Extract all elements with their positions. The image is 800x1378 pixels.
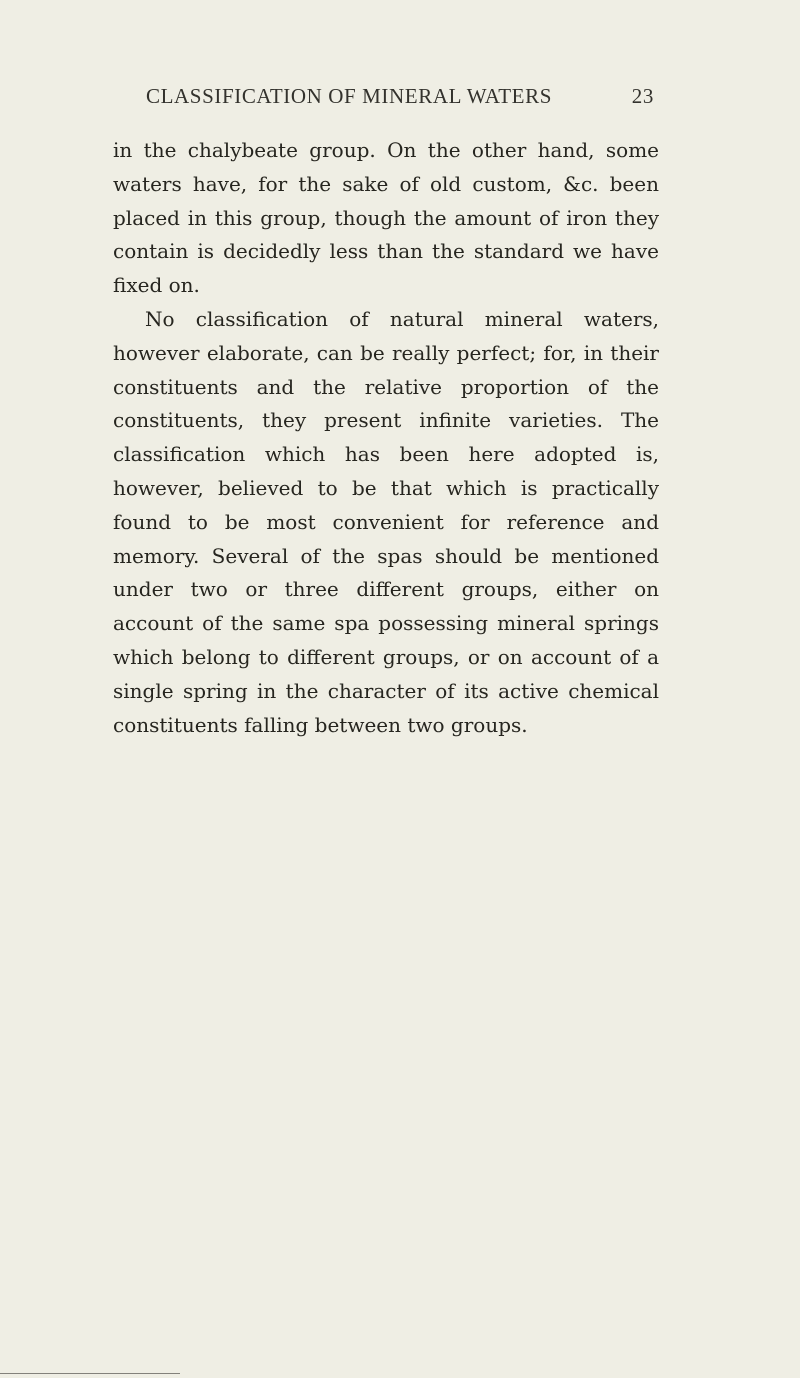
paragraph: No classification of natural mineral waters, however elaborate, can be really perfect; for, in their constituents and the relative proportion of the constituents, they present infinite varieties. The classification which has been here adopted is, however, believed to be that which is practically found to be most convenient for reference and memory. Several of the spas should be mentioned under two or three different groups, either on account of the same spa possessing mineral springs which belong to different groups, or on account of a single spring in the character of its active chemical constituents falling between two groups.: [113, 306, 659, 737]
running-head: [146, 84, 654, 109]
page-edge-shadow: [0, 1373, 180, 1374]
page-number: 23: [631, 84, 654, 108]
paragraph-continued: in the chalybeate group. On the other hand, some waters have, for the sake of old custom, &c. been placed in this group, though the amount of iron they contain is decidedly less than the standard we have fixed on.: [113, 138, 659, 298]
body-text: [113, 134, 659, 742]
chapter-title: CLASSIFICATION OF MINERAL WATERS: [146, 84, 552, 108]
